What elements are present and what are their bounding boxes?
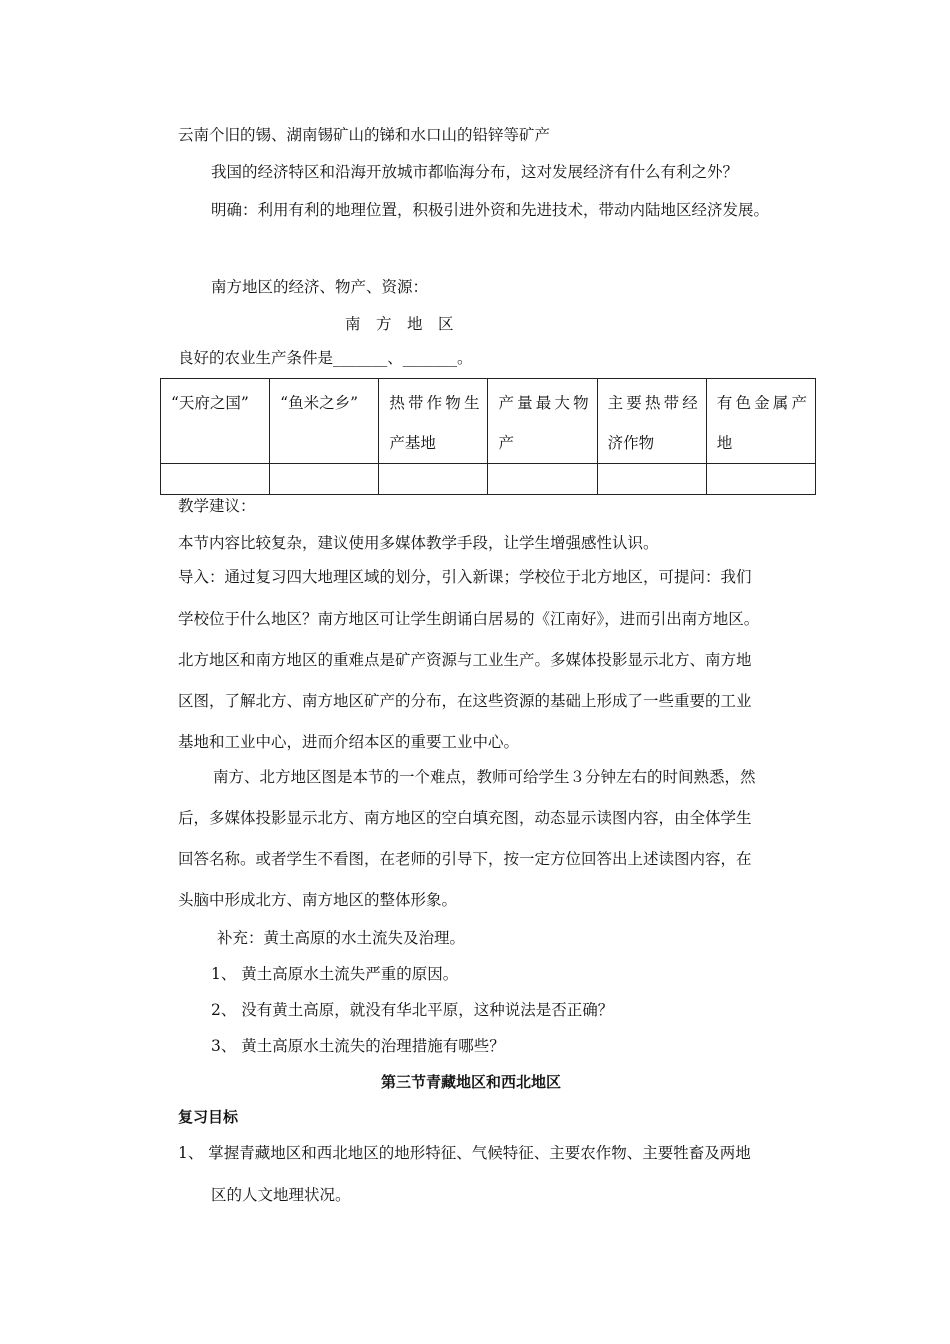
paragraph-line: 北方地区和南方地区的重难点是矿产资源与工业生产。多媒体投影显示北方、南方地 [178,651,752,669]
south-region-table [160,378,816,495]
question-line: 我国的经济特区和沿海开放城市都临海分布，这对发展经济有什么有利之外？ [211,163,739,181]
table-header-cell: 热带作物生产基地 [379,379,488,464]
paragraph-line: 区图，了解北方、南方地区矿产的分布，在这些资源的基础上形成了一些重要的工业 [178,692,752,710]
goal-line: 区的人文地理状况。 [211,1186,351,1204]
table-cell [270,464,379,495]
paragraph-line: 后，多媒体投影显示北方、南方地区的空白填充图，动态显示读图内容，由全体学生 [178,809,752,827]
table-cell [379,464,488,495]
supplement-line: 补充：黄土高原的水土流失及治理。 [217,929,466,947]
goal-heading: 复习目标 [178,1108,239,1126]
table-header-cell: “鱼米之乡” [270,379,379,464]
teaching-title: 教学建议： [178,497,256,515]
text-line: 云南个旧的锡、湖南锡矿山的锑和水口山的铅锌等矿产 [178,126,551,144]
table-cell [706,464,815,495]
table-title: 南 方 地 区 [345,315,454,333]
paragraph-line: 回答名称。或者学生不看图，在老师的引导下，按一定方位回答出上述读图内容，在 [178,850,752,868]
table-header-row [161,379,816,464]
table-cell [161,464,270,495]
table-header-cell: 产量最大物产 [488,379,597,464]
teaching-intro: 本节内容比较复杂，建议使用多媒体教学手段，让学生增强感性认识。 [178,534,659,552]
section-title: 第三节青藏地区和西北地区 [381,1073,562,1091]
table-cell [488,464,597,495]
paragraph-line: 头脑中形成北方、南方地区的整体形象。 [178,891,458,909]
paragraph-line: 学校位于什么地区？南方地区可让学生朗诵白居易的《江南好》，进而引出南方地区。 [178,610,760,628]
answer-line: 明确：利用有利的地理位置，积极引进外资和先进技术，带动内陆地区经济发展。 [211,201,770,219]
question-item: 2、 没有黄土高原，就没有华北平原，这种说法是否正确？ [211,1001,614,1019]
table-header-cell: 有色金属产地 [706,379,815,464]
question-item: 1、 黄土高原水土流失严重的原因。 [211,965,459,983]
table-cell [597,464,706,495]
fill-in-line: 良好的农业生产条件是_______、_______。 [178,349,473,367]
paragraph-line: 基地和工业中心，进而介绍本区的重要工业中心。 [178,733,520,751]
question-item: 3、 黄土高原水土流失的治理措施有哪些？ [211,1037,505,1055]
paragraph-line: 导入：通过复习四大地理区域的划分，引入新课；学校位于北方地区，可提问：我们 [178,568,752,586]
paragraph-line: 南方、北方地区图是本节的一个难点，教师可给学生３分钟左右的时间熟悉，然 [213,768,756,786]
goal-line: 1、 掌握青藏地区和西北地区的地形特征、气候特征、主要农作物、主要牲畜及两地 [178,1144,751,1162]
table-row [161,464,816,495]
table-header-cell: “天府之国” [161,379,270,464]
table-header-cell: 主要热带经济作物 [597,379,706,464]
subheading: 南方地区的经济、物产、资源： [211,278,429,296]
